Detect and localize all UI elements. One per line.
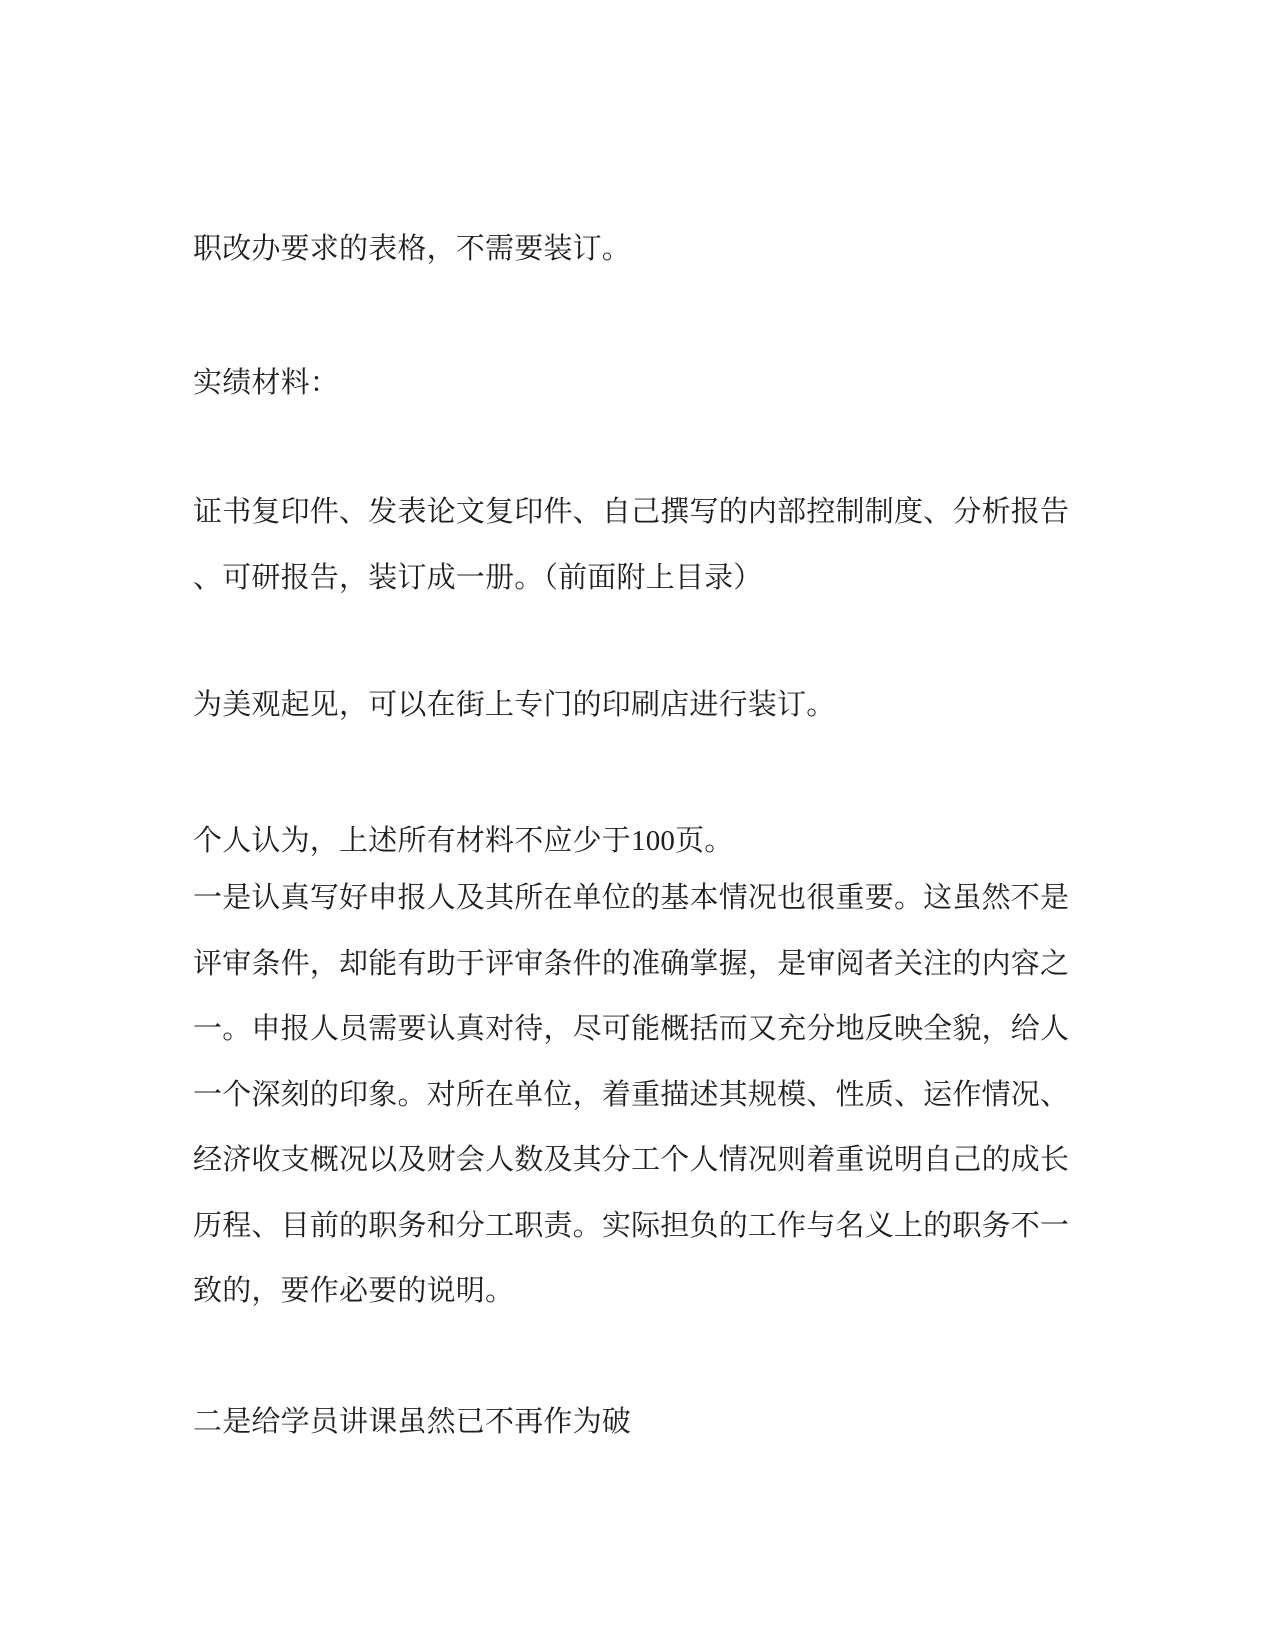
document-line: 为美观起见，可以在街上专门的印刷店进行装订。 <box>193 689 836 721</box>
document-line: 一是认真写好申报人及其所在单位的基本情况也很重要。这虽然不是 <box>193 882 1069 914</box>
document-line: 个人认为，上述所有材料不应少于100页。 <box>193 825 734 857</box>
document-line: 一个深刻的印象。对所在单位，着重描述其规模、性质、运作情况、 <box>193 1079 1069 1111</box>
document-line: 经济收支概况以及财会人数及其分工个人情况则着重说明自己的成长 <box>193 1144 1069 1176</box>
document-line: 致的，要作必要的说明。 <box>193 1275 515 1307</box>
document-line: 评审条件，却能有助于评审条件的准确掌握，是审阅者关注的内容之 <box>193 948 1069 980</box>
document-line: 实绩材料： <box>193 367 340 399</box>
document-line: 证书复印件、发表论文复印件、自己撰写的内部控制制度、分析报告 <box>193 496 1069 528</box>
document-line: 职改办要求的表格，不需要装订。 <box>193 233 632 265</box>
document-line: 、可研报告，装订成一册。（前面附上目录） <box>193 562 763 594</box>
document-line: 历程、目前的职务和分工职责。实际担负的工作与名义上的职务不一 <box>193 1210 1069 1242</box>
document-line: 二是给学员讲课虽然已不再作为破 <box>193 1406 632 1438</box>
document-line: 一。申报人员需要认真对待，尽可能概括而又充分地反映全貌，给人 <box>193 1013 1069 1045</box>
